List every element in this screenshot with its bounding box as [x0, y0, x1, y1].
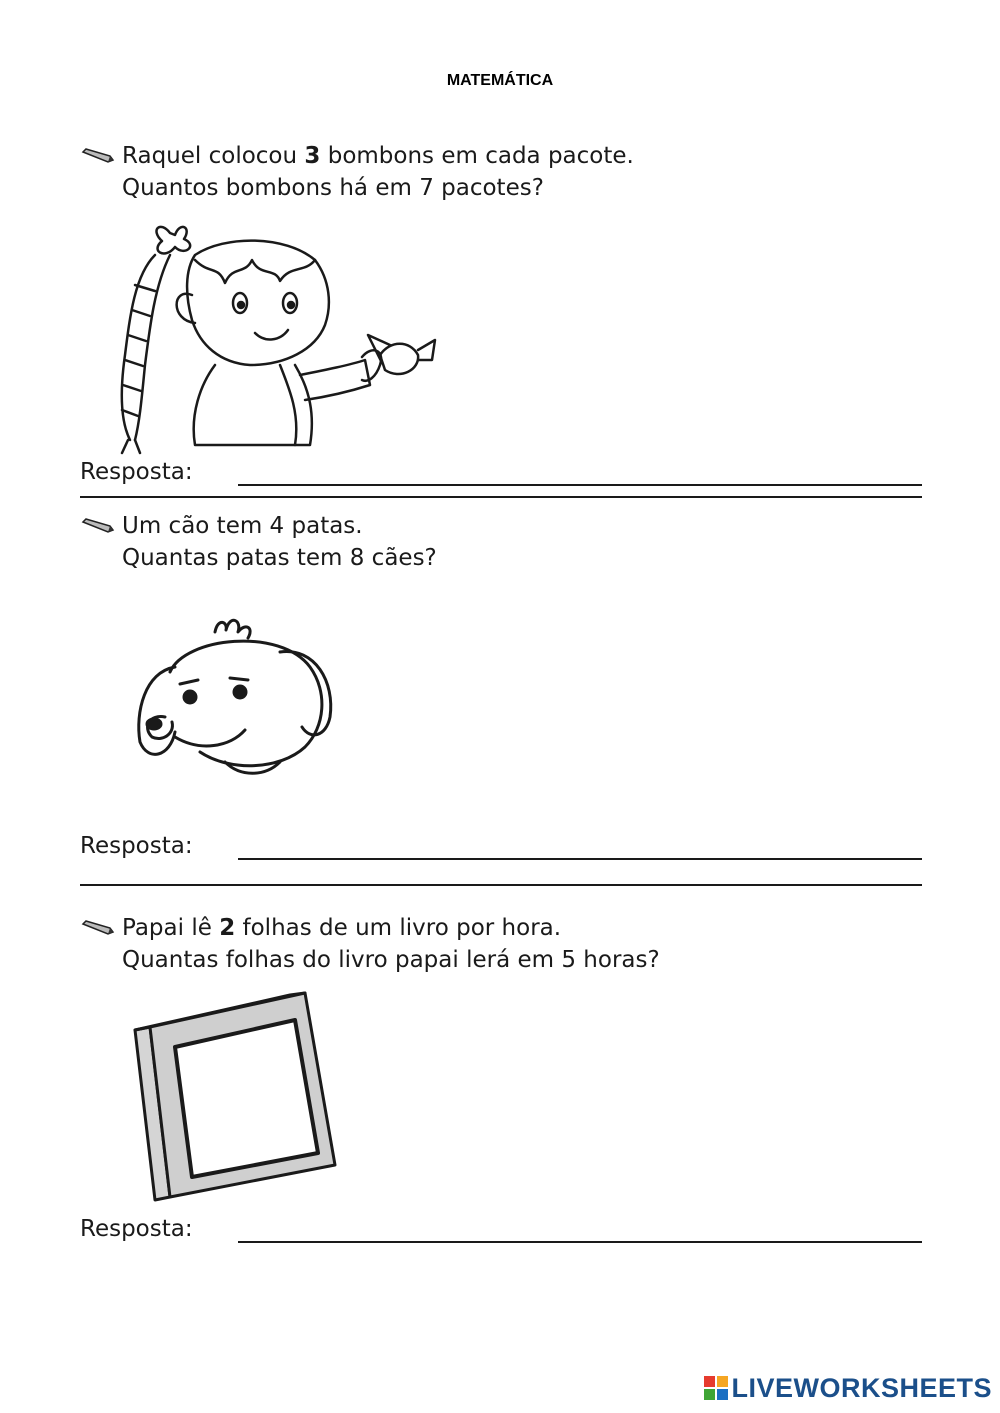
answer-extra-line-1[interactable] — [80, 496, 922, 498]
problem-2-line-1 — [80, 510, 930, 542]
answer-label-2: Resposta: — [80, 833, 193, 859]
liveworksheets-brand — [703, 1373, 992, 1403]
problem-1-number: 3 — [304, 143, 321, 169]
brand-text: LIVEWORKSHEETS — [731, 1372, 992, 1403]
answer-extra-line-2[interactable] — [80, 884, 922, 886]
problem-3-text-pre: Papai lê — [122, 915, 220, 941]
problem-1-line-2: Quantos bombons há em 7 pacotes? — [122, 175, 544, 201]
answer-row-3 — [80, 1213, 922, 1245]
answer-input-3[interactable] — [238, 1241, 922, 1243]
problem-3-line-1 — [80, 912, 930, 944]
answer-row-1 — [80, 456, 922, 488]
problem-3-number: 2 — [219, 915, 236, 941]
problem-1-text-pre: Raquel colocou — [122, 143, 305, 169]
answer-label-1: Resposta: — [80, 459, 193, 485]
answer-input-1[interactable] — [238, 484, 922, 486]
book-illustration — [130, 985, 345, 1205]
answer-input-2[interactable] — [238, 858, 922, 860]
dog-head-illustration — [130, 612, 345, 787]
pencil-icon — [80, 919, 116, 939]
problem-3-text-post: folhas de um livro por hora. — [235, 915, 562, 941]
answer-row-2 — [80, 830, 922, 862]
pencil-icon — [80, 147, 116, 167]
problem-2-text-pre: Um cão tem 4 patas. — [122, 513, 363, 539]
girl-with-candy-illustration — [100, 215, 440, 455]
problem-1-text-post: bombons em cada pacote. — [320, 143, 634, 169]
answer-label-3: Resposta: — [80, 1216, 193, 1242]
page-title: MATEMÁTICA — [446, 72, 554, 89]
problem-3-line-2: Quantas folhas do livro papai lerá em 5 horas? — [122, 947, 660, 973]
problem-2 — [80, 510, 930, 574]
liveworksheets-logo-icon — [703, 1375, 729, 1401]
problem-3 — [80, 912, 930, 976]
problem-1 — [80, 140, 930, 204]
pencil-icon — [80, 517, 116, 537]
problem-1-line-1 — [80, 140, 930, 172]
problem-2-line-2: Quantas patas tem 8 cães? — [122, 545, 437, 571]
